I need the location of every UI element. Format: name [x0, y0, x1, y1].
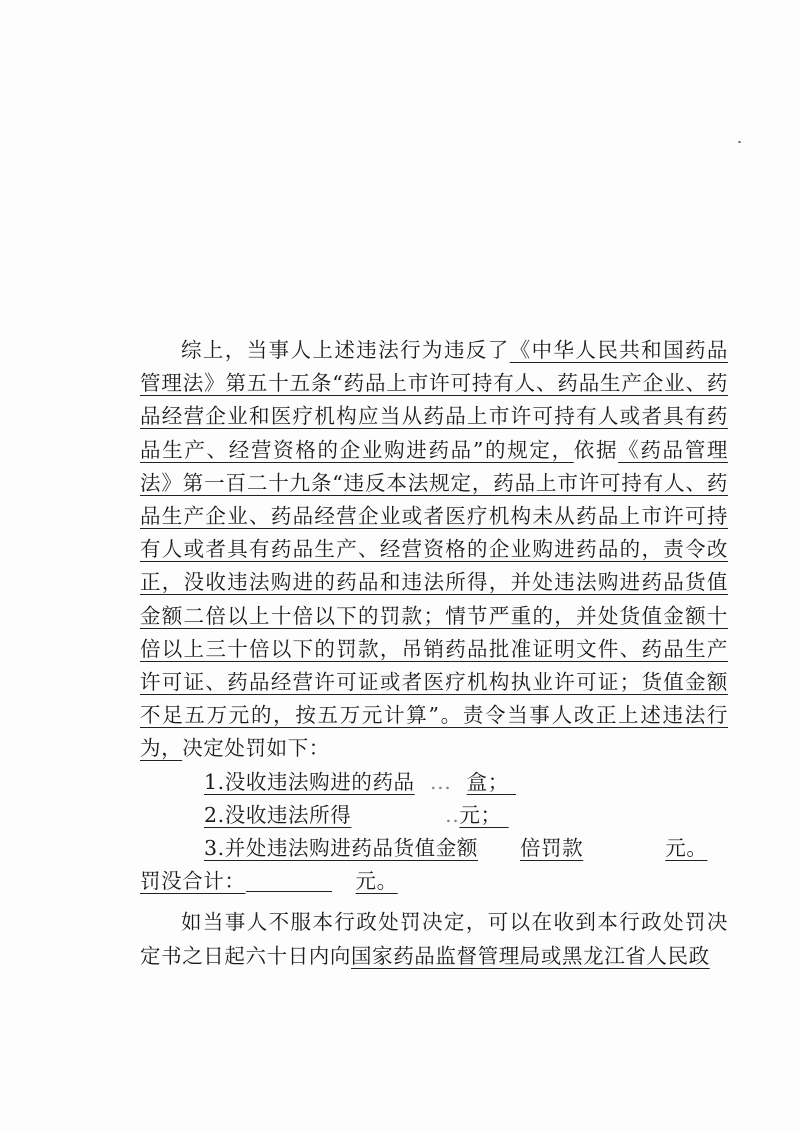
- penalty-item-3-label: 3.并处违法购进药品货值金额: [204, 836, 478, 861]
- penalty-total-amount: [246, 869, 332, 892]
- penalty-item-2-label: 2.没收违法所得: [204, 802, 352, 827]
- penalty-total: [140, 865, 728, 898]
- penalty-total-line: [140, 832, 728, 865]
- basis-word: 依据: [573, 437, 619, 462]
- paragraph-appeal: [140, 906, 728, 972]
- conclusion-lead: 综上，当事人上述违法行为违反了: [181, 338, 510, 362]
- scan-speck: [738, 141, 741, 143]
- penalty-item-3-multiple-unit: 倍罚款: [519, 836, 584, 861]
- appeal-text: 如当事人不服本行政处罚决定，可以在收到本行政处罚决定书之日起六十日内向: [140, 910, 728, 968]
- appeal-authority: 国家药品监督管理局或黑龙江省人民政: [351, 943, 710, 968]
- paragraph-conclusion: [140, 334, 728, 766]
- penalty-total-prefix: 罚没合计：: [140, 869, 246, 894]
- law-citation-article-55: 《中华人民共和国药品管理法》第五十五条“药品上市许可持有人、药品生产企业、药品经营企业和医疗机构应当从药品上市许可持有人或者具有药品生产、经营资格的企业购进药品”的规定，: [140, 338, 728, 462]
- penalty-item-1-unit: 盒；: [466, 769, 509, 794]
- penalty-item-1: [140, 766, 728, 799]
- law-citation-article-129: 《药品管理法》第一百二十九条“违反本法规定，药品上市许可持有人、药品生产企业、药品经营企业或者医疗机构未从药品上市许可持有人或者具有药品生产、经营资格的企业购进药品的，责令改正，没收违法购进的药品和违法所得，并处违法购进药品货值金额二倍以上十倍以下的罚款；情节严重的，并处货值金额十倍以上三十倍以下的罚款，吊销药品批准证明文件、药品生产许可证、药品经营许可证或者医疗机构执业许可证；货值金额不足五万元的，按五万元计算”。责令当事人改正上述违法行为，: [140, 437, 729, 761]
- penalty-item-2: [140, 799, 728, 832]
- penalty-item-1-label: 1.没收违法购进的药品: [204, 769, 415, 794]
- penalty-item-1-quantity: ...: [429, 769, 452, 794]
- penalty-item-3-amount-unit: 元。: [665, 836, 708, 861]
- penalty-total-unit: 元。: [355, 869, 398, 894]
- penalty-item-2-amount: ..: [445, 802, 460, 827]
- decision-tail: 决定处罚如下：: [182, 736, 330, 761]
- penalty-item-2-unit: 元；: [459, 802, 502, 827]
- document-body: [140, 334, 728, 973]
